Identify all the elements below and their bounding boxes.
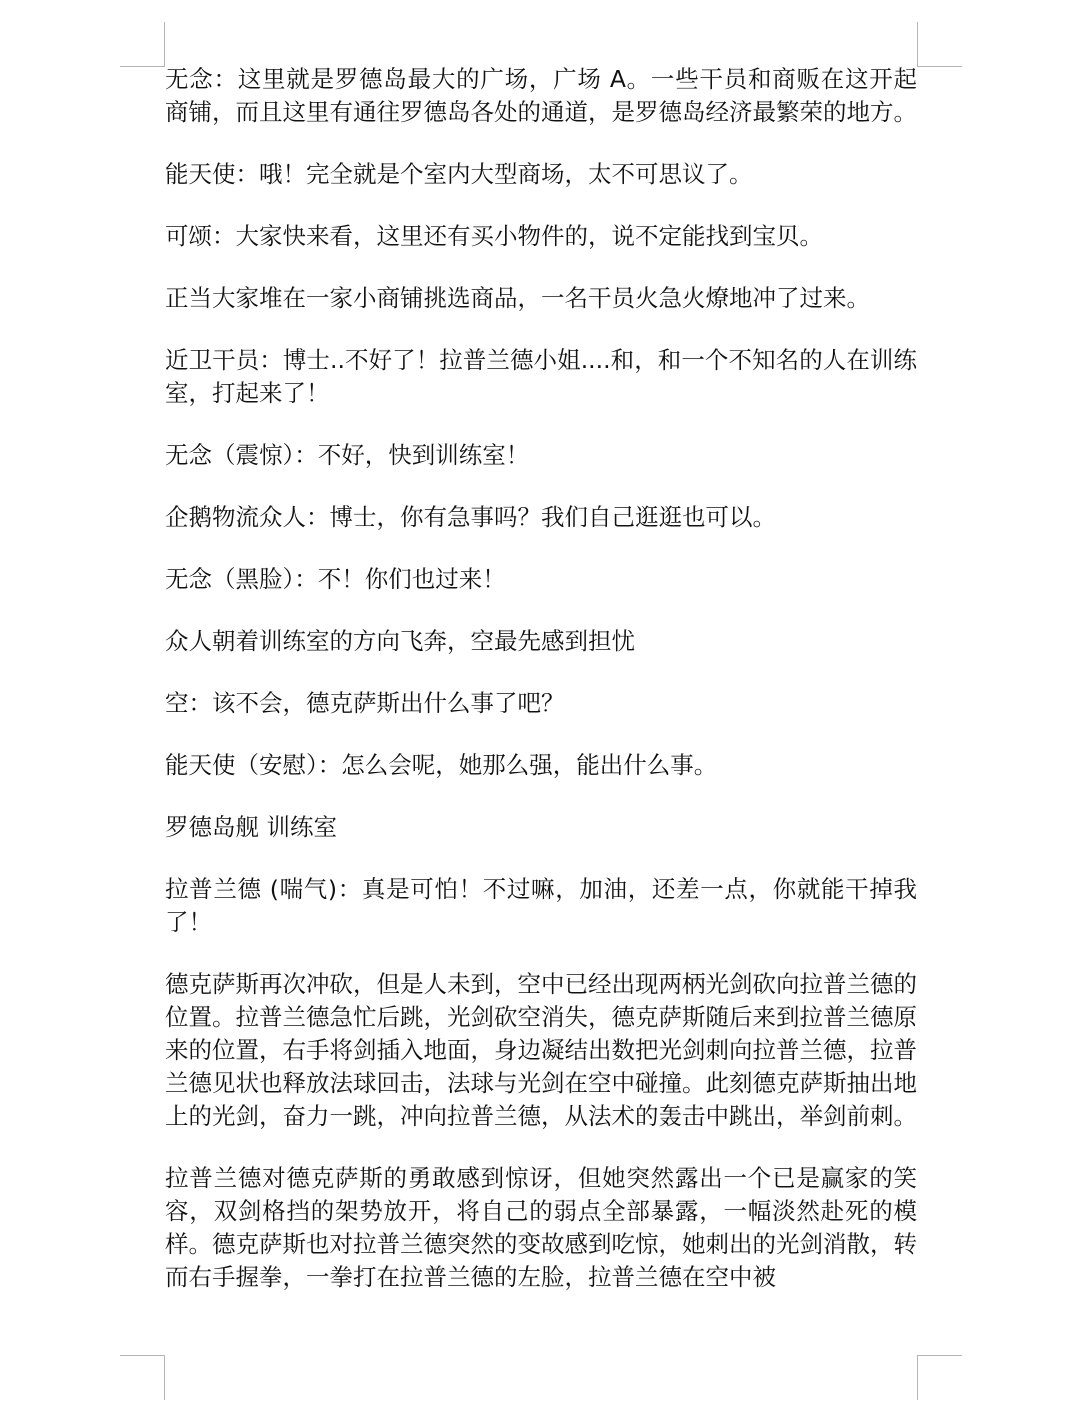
margin-corner-bottom-right: [917, 1355, 962, 1400]
paragraph: 无念（黑脸）：不！你们也过来！: [165, 565, 506, 593]
paragraph: 拉普兰德 (喘气)：真是可怕！不过嘛，加油，还差一点，你就能干掉我了！: [165, 875, 917, 936]
paragraph: 拉普兰德对德克萨斯的勇敢感到惊讶，但她突然露出一个已是赢家的笑容，双剑格挡的架势放开，将自己的弱点全部暴露，一幅淡然赴死的模样。德克萨斯也对拉普兰德突然的变故感到吃惊，她刺出的光剑消散，转而右手握拳，一拳打在拉普兰德的左脸，拉普兰德在空中被: [165, 1164, 917, 1291]
paragraph: 能天使（安慰）：怎么会呢，她那么强，能出什么事。: [165, 751, 718, 779]
margin-corner-top-right: [917, 22, 962, 67]
paragraph: 空：该不会，德克萨斯出什么事了吧？: [165, 689, 565, 717]
paragraph: 企鹅物流众人：博士，你有急事吗？我们自己逛逛也可以。: [165, 503, 776, 531]
paragraph: 德克萨斯再次冲砍，但是人未到，空中已经出现两柄光剑砍向拉普兰德的位置。拉普兰德急忙后跳，光剑砍空消失，德克萨斯随后来到拉普兰德原来的位置，右手将剑插入地面，身边凝结出数把光剑刺向拉普兰德，拉普兰德见状也释放法球回击，法球与光剑在空中碰撞。此刻德克萨斯抽出地上的光剑，奋力一跳，冲向拉普兰德，从法术的轰击中跳出，举剑前刺。: [165, 970, 917, 1130]
scene-heading: 罗德岛舰 训练室: [165, 813, 337, 841]
margin-corner-bottom-left: [120, 1355, 165, 1400]
paragraph: 能天使：哦！完全就是个室内大型商场，太不可思议了。: [165, 160, 753, 188]
paragraph: 众人朝着训练室的方向飞奔，空最先感到担忧: [165, 627, 635, 655]
paragraph: 近卫干员：博士..不好了！拉普兰德小姐....和，和一个不知名的人在训练室，打起来了！: [165, 346, 917, 407]
paragraph: 无念（震惊）：不好，快到训练室！: [165, 441, 530, 469]
paragraph: 无念：这里就是罗德岛最大的广场，广场 A。一些干员和商贩在这开起商铺，而且这里有通往罗德岛各处的通道，是罗德岛经济最繁荣的地方。: [165, 65, 917, 126]
margin-corner-top-left: [120, 22, 165, 67]
paragraph: 可颂：大家快来看，这里还有买小物件的，说不定能找到宝贝。: [165, 222, 823, 250]
paragraph: 正当大家堆在一家小商铺挑选商品，一名干员火急火燎地冲了过来。: [165, 284, 870, 312]
document-body: [165, 63, 917, 1323]
